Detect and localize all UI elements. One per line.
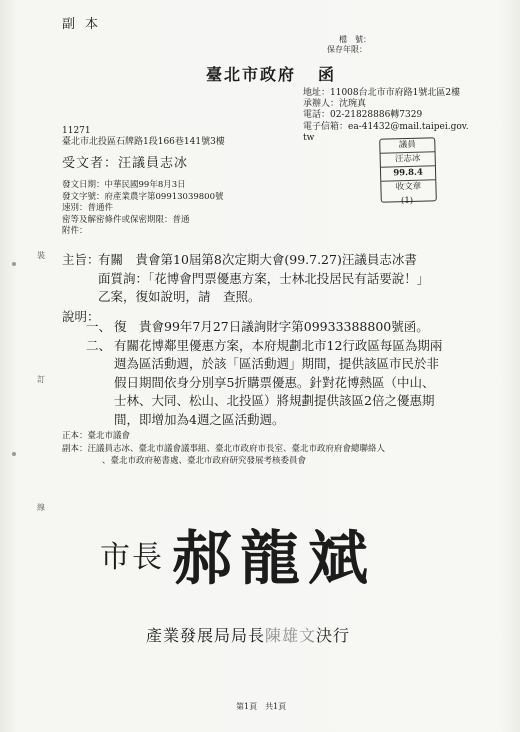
secrecy-level: 密等及解密條件或保密期限：普通 [62,214,190,225]
issuer-name: 臺北市政府 [206,65,297,84]
distribution-list [62,430,385,468]
speed-class: 速別：普通件 [62,203,114,213]
stamp-number: (1) [401,196,414,206]
subject-line: 面質詢：「花博會門票優惠方案，士林北投居民有話要說！」 [98,270,430,286]
recipient-address [62,126,225,148]
file-number-label: 檔 號： [339,35,371,44]
received-stamp [379,137,437,202]
binding-mark-mid: 訂 [37,375,45,384]
stamp-line: 議員 [380,138,434,153]
retention-label: 保存年限： [327,45,367,54]
director-name: 陳雄文 [265,626,317,645]
attachment: 附件： [62,226,88,236]
mayor-name-seal: 郝龍斌 [172,524,376,594]
subject-label: 主旨： [62,252,100,267]
punch-hole [12,452,16,456]
mayor-title: 市長 [100,540,164,575]
director-title: 產業發展局局長 [146,626,266,645]
subject-section [62,251,429,307]
stamp-date: 99.8.4 [381,166,435,181]
sender-info [303,88,469,144]
copy-mark: 副本 [62,17,109,32]
item-text: 士林、大同、松山、北投區）將規劃提供該區2倍之優惠期 [114,393,435,408]
binding-mark-bottom: 線 [37,503,45,512]
item-text: 間，即增加為4週之區活動週。 [114,411,285,427]
punch-hole [12,262,16,266]
subject-line: 有關 貴會第10屆第8次定期大會(99.7.27)汪議員志冰書 [98,252,417,267]
director-action: 決行 [316,626,351,645]
document-meta [62,180,224,238]
sender-phone: 電話：02-21828886轉7329 [303,110,423,121]
director-signoff [146,623,350,646]
sender-handler: 承辦人：沈琬真 [303,99,367,110]
sender-email-cont: tw [303,132,315,143]
issue-date: 發文日期：中華民國99年8月3日 [62,180,186,190]
item-number: 一、 [86,319,112,334]
letter-kind: 函 [318,65,337,84]
recipient-street: 臺北市北投區石牌路1段166巷141號3樓 [62,137,225,147]
item-text: 有關花博鄰里優惠方案，本府規劃北市12行政區每區為期兩 [114,337,443,353]
copy-recipients-cont: 、臺北市政府秘書處、臺北市政府研究發展考核委員會 [102,456,307,466]
stamp-line: 收文章 [395,181,422,193]
copy-recipients: 副本：汪議員志冰、臺北市議會議事組、臺北市政府市長室、臺北市政府府會總聯絡人 [62,443,386,454]
subject-line: 乙案，復如說明，請 查照。 [98,289,261,304]
item-text: 復 貴會99年7月27日議詢財字第09933388800號函。 [114,319,429,334]
letter-title [206,62,336,85]
sender-email: 電子信箱：ea-41432@mail.taipei.gov. [303,121,469,132]
recipient-line: 受文者：汪議員志冰 [62,156,189,171]
item-text: 假日期間依身分別享5折購票優惠。針對花博熱區（中山、 [114,374,435,390]
document-number: 發文字號：府產業農字第09913039800號 [62,191,224,202]
sender-address: 地址：11008台北市市府路1號北區2樓 [303,88,461,98]
stamp-line: 汪志冰 [381,152,435,167]
explanation-items [86,318,442,429]
page-number: 第1頁 共1頁 [236,702,287,711]
main-recipient: 正本：臺北市議會 [62,431,131,441]
item-number: 二、 [86,337,112,353]
recipient-postal-code: 11271 [62,126,91,136]
item-text: 週為區活動週，於該「區活動週」期間，提供該區市民於非 [114,356,440,371]
binding-mark-top: 裝 [37,251,45,260]
explanation-label: 說明： [62,309,100,324]
